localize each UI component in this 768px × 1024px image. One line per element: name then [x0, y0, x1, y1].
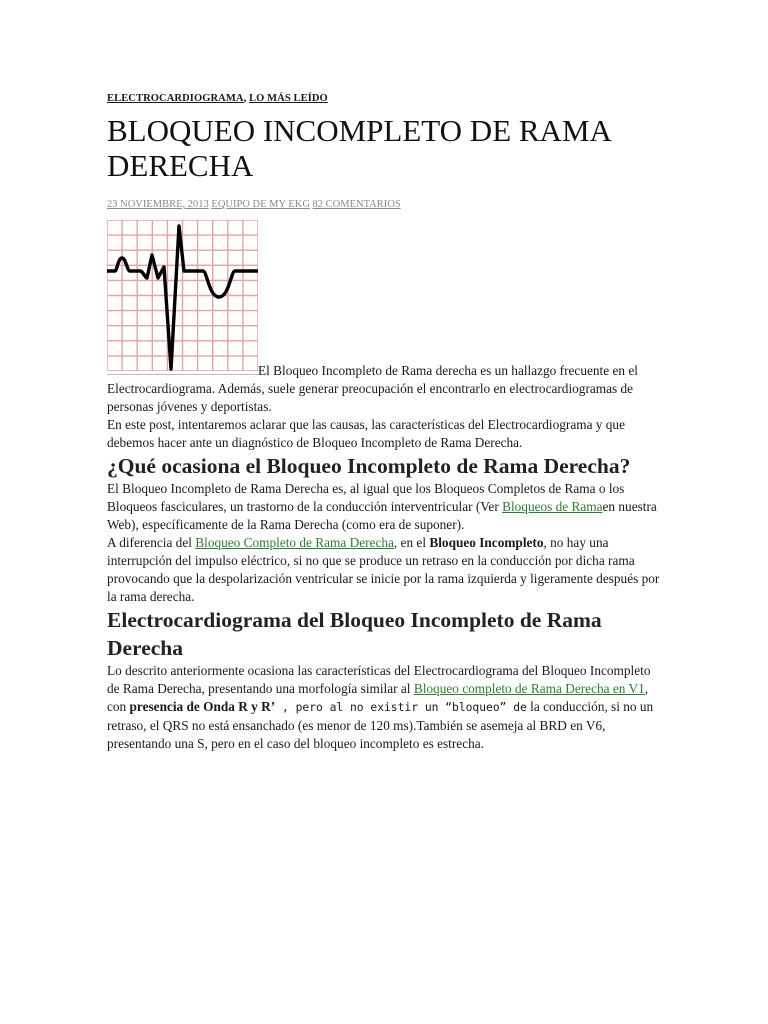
intro-paragraph-1	[107, 362, 660, 416]
intro-paragraph-2: En este post, intentaremos aclarar que las causas, las características del Electrocardiograma y que debemos hacer ante un diagnóstico de Bloqueo Incompleto de Rama Derecha.	[107, 417, 625, 450]
causes-text-1b: en nuestra Web), específicamente de la Rama Derecha (como era de suponer).	[107, 499, 657, 532]
ecg-paragraph-1	[107, 662, 660, 753]
category-separator: ,	[243, 93, 247, 104]
ecg-text-a: Lo descrito anteriormente ocasiona las características del Electrocardiograma del Bloqueo Incompleto de Rama Derecha, presentando una morfología similar al	[107, 663, 651, 696]
causes-text-2a: A diferencia del	[107, 535, 196, 550]
ecg-text-b: , con	[107, 681, 649, 714]
ecg-text-c: la conducción, si no un retraso, el QRS no está ensanchado (es menor de 120 ms).También se asemeja al BRD en V6, presentando una S, pero en el caso del bloqueo incompleto es estrecha.	[107, 699, 654, 751]
article-body	[107, 362, 660, 753]
post-meta	[107, 199, 401, 210]
post-comments-link[interactable]: 82 COMENTARIOS	[312, 199, 401, 210]
post-date-link[interactable]: 23 NOVIEMBRE, 2013	[107, 199, 209, 210]
causes-text-2b: , en el	[393, 535, 430, 550]
causes-bold-text: Bloqueo Incompleto	[429, 535, 544, 550]
link-bloqueos-de-rama[interactable]: Bloqueos de Rama	[502, 499, 603, 514]
causes-text-2c: , no hay una interrupción del impulso eléctrico, si no que se produce un retraso en la conducción por dicha rama provocando que la despolarización ventricular se inicie por la rama izquierda y ligeramente después por la rama derecha.	[107, 535, 660, 604]
ecg-strip-image	[107, 220, 258, 371]
section-heading-ecg: Electrocardiograma del Bloqueo Incompleto de Rama Derecha	[107, 608, 602, 660]
link-bloqueo-completo-v1[interactable]: Bloqueo completo de Rama Derecha en V1	[413, 681, 645, 696]
causes-text-1a: El Bloqueo Incompleto de Rama Derecha es, al igual que los Bloqueos Completos de Rama o los Bloqueos fasciculares, un trastorno de la conducción interventricular (Ver	[107, 481, 625, 514]
intro-text-1: El Bloqueo Incompleto de Rama derecha es un hallazgo frecuente en el Electrocardiograma. Además, suele generar preocupación el encontrarlo en electrocardiogramas de personas jóvenes y deportistas.	[107, 363, 638, 414]
category-links	[107, 93, 328, 104]
category-link-lo-mas-leido[interactable]: LO MÁS LEÍDO	[249, 93, 328, 104]
ecg-mono-text: , pero al no existir un “bloqueo” de	[275, 701, 527, 714]
section-heading-causes: ¿Qué ocasiona el Bloqueo Incompleto de Rama Derecha?	[107, 454, 631, 478]
ecg-bold-text: presencia de Onda R y R’	[129, 699, 276, 714]
image-caption-line	[107, 373, 258, 375]
article-title: BLOQUEO INCOMPLETO DE RAMA DERECHA	[107, 113, 611, 183]
link-bloqueo-completo-rama-derecha[interactable]: Bloqueo Completo de Rama Derecha	[195, 535, 394, 550]
causes-paragraph-2	[107, 534, 660, 606]
causes-paragraph-1	[107, 480, 660, 534]
post-author-link[interactable]: EQUIPO DE MY EKG	[211, 199, 310, 210]
category-link-electrocardiograma[interactable]: ELECTROCARDIOGRAMA	[107, 93, 244, 104]
